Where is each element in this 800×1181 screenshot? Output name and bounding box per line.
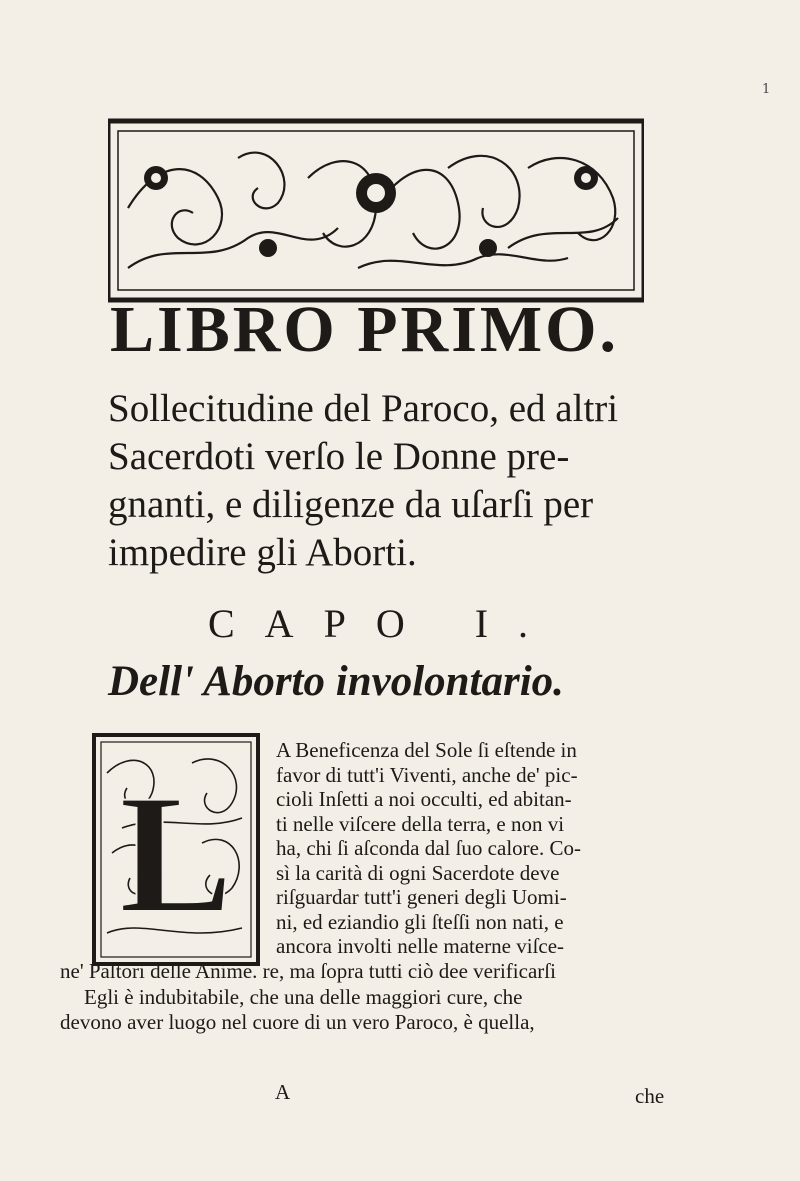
text-line: ha, chi ſi aſconda dal ſuo calore. Co- xyxy=(276,836,581,860)
page-number: 1 xyxy=(762,82,771,97)
text-line: favor di tutt'i Viventi, anche de' pic- xyxy=(276,762,578,787)
text-line: Egli è indubitabile, che una delle maggiori cure, che xyxy=(84,985,523,1009)
text-line: ancora involti nelle materne viſce- xyxy=(276,934,565,958)
text-line: ni, ed eziandio gli ſteſſi non nati, e xyxy=(276,909,564,934)
text-line: ne' Paſtori delle Anime. re, ma ſopra tutti ciò dee verificarſi xyxy=(60,958,556,983)
decorated-initial xyxy=(92,733,260,966)
text-line: A Beneficenza del Sole ſi eſtende in xyxy=(276,738,577,762)
second-paragraph xyxy=(60,985,700,1034)
text-line: devono aver luogo nel cuore di un vero Paroco, è quella, xyxy=(60,1009,535,1034)
decorative-headpiece xyxy=(108,118,644,303)
book-title: LIBRO PRIMO. xyxy=(110,293,620,366)
subtitle-line: Sollecitudine del Paroco, ed altri xyxy=(108,387,619,430)
subtitle-line: impedire gli Aborti. xyxy=(108,531,417,574)
chapter-label: CAPO I. xyxy=(208,601,559,646)
catchword: che xyxy=(635,1084,665,1108)
page-footer xyxy=(60,1080,700,1110)
text-line: riſguardar tutt'i generi degli Uomi- xyxy=(276,885,567,909)
subtitle-line: Sacerdoti verſo le Donne pre- xyxy=(108,435,570,478)
subtitle-line: gnanti, e diligenze da uſarſi per xyxy=(108,483,594,526)
initial-letter: L xyxy=(119,760,233,948)
signature-mark: A xyxy=(275,1080,291,1104)
book-subtitle xyxy=(108,385,708,577)
first-paragraph xyxy=(60,738,690,983)
text-line: sì la carità di ogni Sacerdote deve xyxy=(276,860,560,885)
text-line: cioli Inſetti a noi occulti, ed abitan- xyxy=(276,787,572,811)
chapter-title: Dell' Aborto involontario. xyxy=(108,658,564,705)
text-line: ti nelle viſcere della terra, e non vi xyxy=(276,811,565,836)
